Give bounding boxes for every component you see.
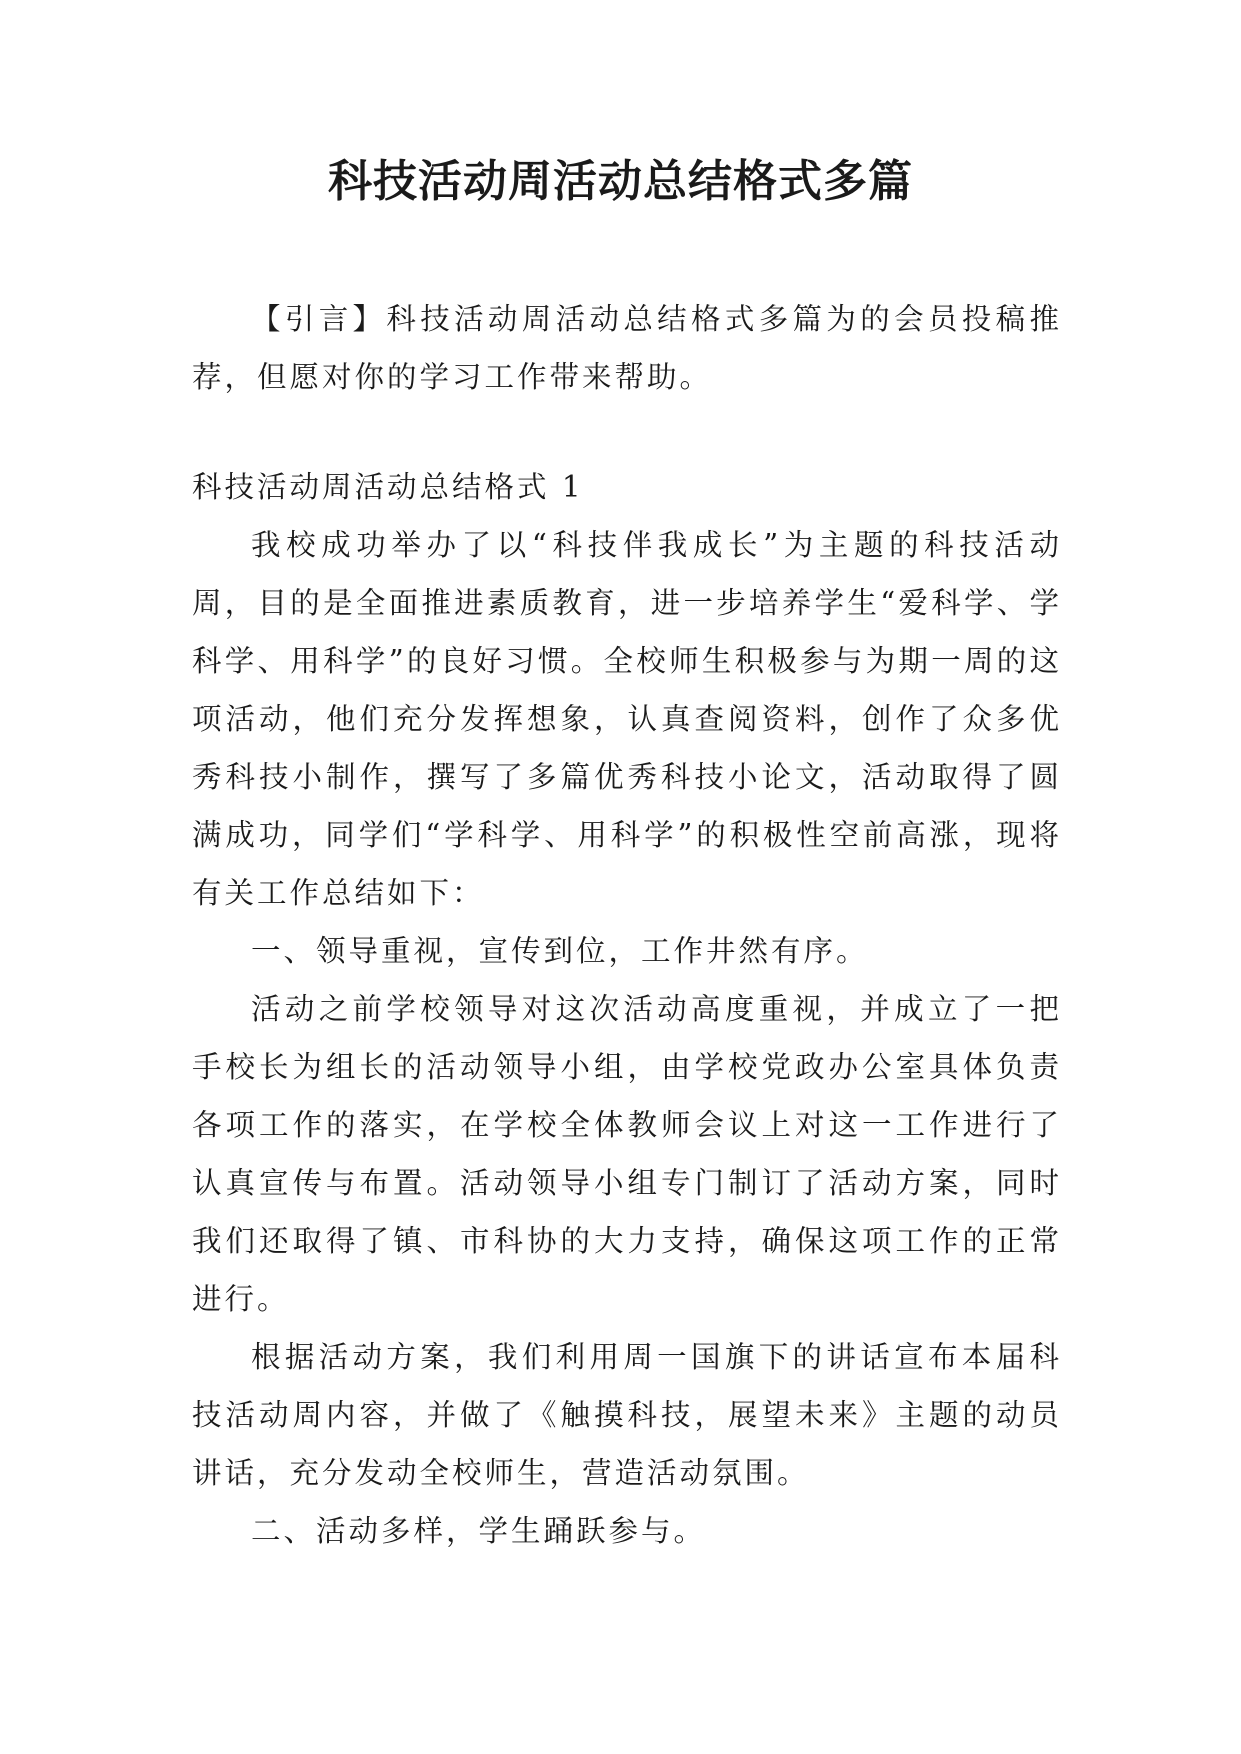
body-paragraph: 我校成功举办了以“科技伴我成长”为主题的科技活动周，目的是全面推进素质教育，进一步培养学生“爱科学、学科学、用科学”的良好习惯。全校师生积极参与为期一周的这项活动，他们充分发挥想象，认真查阅资料，创作了众多优秀科技小制作，撰写了多篇优秀科技小论文，活动取得了圆满成功，同学们“学科学、用科学”的积极性空前高涨，现将有关工作总结如下： — [192, 528, 1062, 910]
body-paragraph: 活动之前学校领导对这次活动高度重视，并成立了一把手校长为组长的活动领导小组，由学校党政办公室具体负责各项工作的落实，在学校全体教师会议上对这一工作进行了认真宣传与布置。活动领导小组专门制订了活动方案，同时我们还取得了镇、市科协的大力支持，确保这项工作的正常进行。 — [192, 992, 1062, 1316]
body-paragraph: 二、活动多样，学生踊跃参与。 — [251, 1514, 707, 1548]
intro-paragraph: 【引言】科技活动周活动总结格式多篇为的会员投稿推荐，但愿对你的学习工作带来帮助。 — [192, 302, 1062, 394]
section-heading: 科技活动周活动总结格式 1 — [192, 470, 584, 504]
document-body — [192, 290, 1062, 1560]
body-paragraph: 一、领导重视，宣传到位，工作井然有序。 — [251, 934, 869, 968]
body-paragraph: 根据活动方案，我们利用周一国旗下的讲话宣布本届科技活动周内容，并做了《触摸科技，展望未来》主题的动员讲话，充分发动全校师生，营造活动氛围。 — [192, 1340, 1062, 1490]
document-title: 科技活动周活动总结格式多篇 — [328, 156, 913, 207]
